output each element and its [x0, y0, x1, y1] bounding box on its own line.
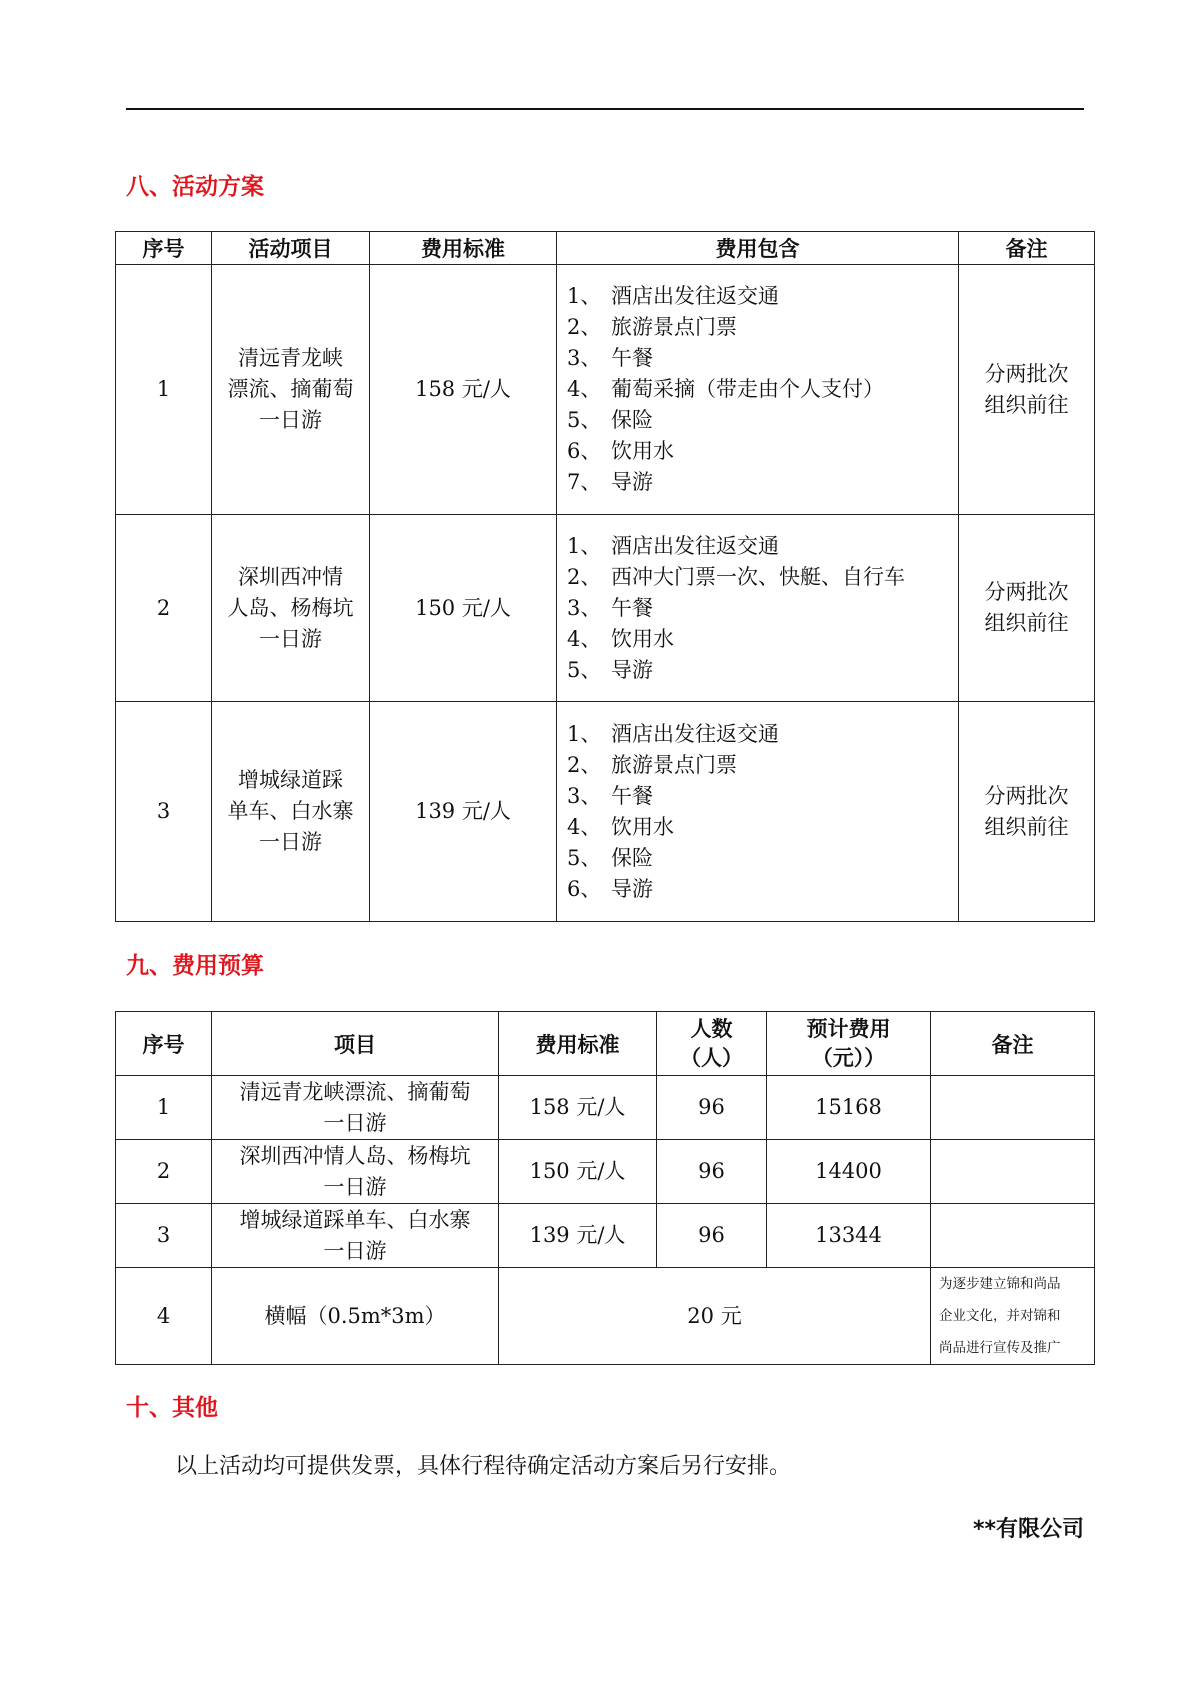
- list-item: 7、 导游: [567, 470, 653, 494]
- header-price: 费用标准: [370, 232, 557, 265]
- row-no: 2: [116, 1140, 212, 1204]
- project-line: 人岛、杨梅坑: [227, 595, 354, 620]
- header-no: 序号: [116, 1012, 212, 1076]
- row-no: 1: [116, 265, 212, 515]
- row-price: 150 元/人: [499, 1140, 657, 1204]
- table-row: [116, 265, 1095, 515]
- list-item: 3、 午餐: [567, 595, 653, 620]
- row-cost: 13344: [767, 1204, 931, 1268]
- activity-plan-header-row: [116, 232, 1095, 265]
- row-project: [212, 515, 370, 702]
- list-item: 2、 旅游景点门票: [567, 752, 737, 777]
- section-10-title: 十、其他: [126, 1395, 218, 1421]
- row-note: 为逐步建立锦和尚品 企业文化，并对锦和 尚品进行宣传及推广: [931, 1268, 1095, 1365]
- list-item: 4、 饮用水: [567, 626, 674, 651]
- list-item: 1、 酒店出发往返交通: [567, 284, 779, 308]
- header-includes: 费用包含: [557, 232, 959, 265]
- row-note: 分两批次 组织前往: [959, 515, 1095, 702]
- list-item: 5、 保险: [567, 408, 653, 432]
- section-9-title: 九、费用预算: [126, 953, 264, 979]
- list-item: 6、 导游: [567, 876, 653, 901]
- row-note: [931, 1140, 1095, 1204]
- row-includes: [557, 265, 959, 515]
- project-line: 深圳西冲情: [238, 564, 343, 589]
- header-no: 序号: [116, 232, 212, 265]
- row-no: 4: [116, 1268, 212, 1365]
- row-no: 2: [116, 515, 212, 702]
- list-item: 1、 酒店出发往返交通: [567, 721, 779, 746]
- row-note: 分两批次 组织前往: [959, 265, 1095, 515]
- other-paragraph: 以上活动均可提供发票，具体行程待确定活动方案后另行安排。: [175, 1454, 792, 1479]
- company-signature: **有限公司: [972, 1517, 1084, 1542]
- row-price: 158 元/人: [370, 265, 557, 515]
- header-project: 活动项目: [212, 232, 370, 265]
- row-price: 158 元/人: [499, 1076, 657, 1140]
- row-project: 增城绿道踩单车、白水寨 一日游: [212, 1204, 499, 1268]
- row-project: 清远青龙峡漂流、摘葡萄 一日游: [212, 1076, 499, 1140]
- list-item: 1、 酒店出发往返交通: [567, 533, 779, 558]
- list-item: 4、 饮用水: [567, 814, 674, 839]
- table-row: [116, 1204, 1095, 1268]
- row-includes: [557, 702, 959, 922]
- list-item: 6、 饮用水: [567, 439, 674, 463]
- list-item: 2、 旅游景点门票: [567, 315, 737, 339]
- row-cost: 15168: [767, 1076, 931, 1140]
- row-project: [212, 265, 370, 515]
- project-line: 单车、白水寨: [227, 799, 354, 823]
- row-no: 3: [116, 702, 212, 922]
- list-item: 5、 保险: [567, 845, 653, 870]
- header-project: 项目: [212, 1012, 499, 1076]
- row-price: 139 元/人: [370, 702, 557, 922]
- project-line: 清远青龙峡: [238, 346, 343, 370]
- row-people: 96: [657, 1140, 767, 1204]
- list-item: 3、 午餐: [567, 783, 653, 808]
- row-note: 分两批次 组织前往: [959, 702, 1095, 922]
- list-item: 2、 西冲大门票一次、快艇、自行车: [567, 564, 905, 589]
- header-rule: [126, 108, 1084, 110]
- header-cost: 预计费用 （元））: [767, 1012, 931, 1076]
- header-people: 人数 （人）: [657, 1012, 767, 1076]
- list-item: 3、 午餐: [567, 346, 653, 370]
- table-row: [116, 1076, 1095, 1140]
- row-project: 深圳西冲情人岛、杨梅坑 一日游: [212, 1140, 499, 1204]
- activity-plan-table: [115, 231, 1095, 922]
- row-price: 150 元/人: [370, 515, 557, 702]
- section-8-title: 八、活动方案: [126, 174, 264, 200]
- header-price: 费用标准: [499, 1012, 657, 1076]
- row-project: 横幅（0.5m*3m）: [212, 1268, 499, 1365]
- table-row: [116, 515, 1095, 702]
- budget-header-row: [116, 1012, 1095, 1076]
- list-item: 5、 导游: [567, 657, 653, 682]
- project-line: 一日游: [259, 626, 322, 651]
- project-line: 一日游: [259, 408, 322, 432]
- table-row-banner: [116, 1268, 1095, 1365]
- row-no: 1: [116, 1076, 212, 1140]
- row-project: [212, 702, 370, 922]
- row-note: [931, 1076, 1095, 1140]
- row-price: 139 元/人: [499, 1204, 657, 1268]
- row-includes: [557, 515, 959, 702]
- row-note: [931, 1204, 1095, 1268]
- project-line: 漂流、摘葡萄: [227, 377, 354, 401]
- table-row: [116, 1140, 1095, 1204]
- table-row: [116, 702, 1095, 922]
- project-line: 一日游: [259, 830, 322, 854]
- row-people: 96: [657, 1076, 767, 1140]
- row-no: 3: [116, 1204, 212, 1268]
- list-item: 4、 葡萄采摘（带走由个人支付）: [567, 377, 884, 401]
- row-price: 20 元: [499, 1268, 931, 1365]
- header-note: 备注: [931, 1012, 1095, 1076]
- budget-table: [115, 1011, 1095, 1365]
- row-cost: 14400: [767, 1140, 931, 1204]
- row-people: 96: [657, 1204, 767, 1268]
- project-line: 增城绿道踩: [238, 768, 343, 792]
- header-note: 备注: [959, 232, 1095, 265]
